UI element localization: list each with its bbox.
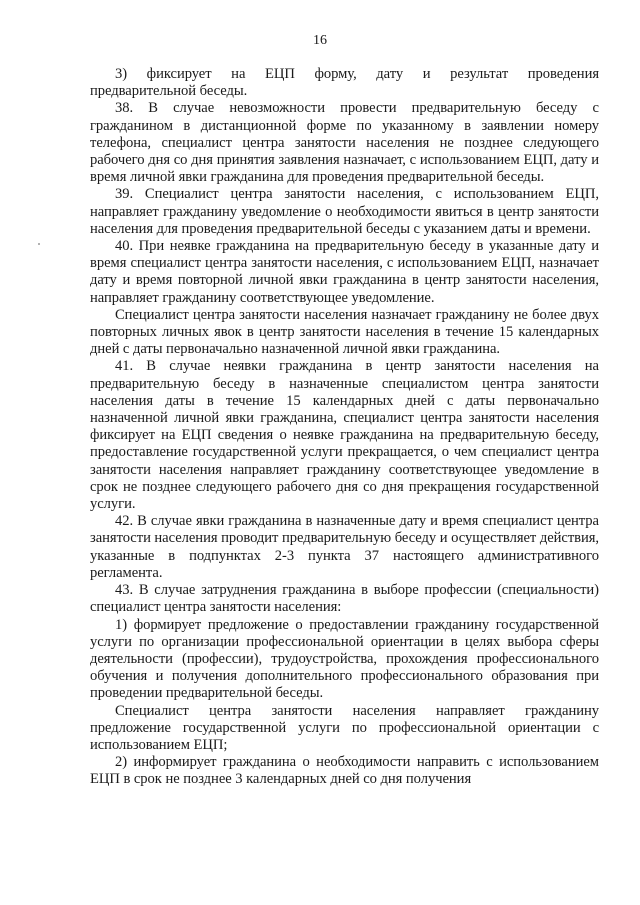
paragraph-38: 38. В случае невозможности провести предварительную беседу с гражданином в дистанционной форме по указанному в заявлении номеру телефона, специалист центра занятости населения не позднее следующего рабочего дня со дня принятия заявления назначает, с использованием ЕЦП, дату и время личной явки гражданина для проведения предварительной беседы. xyxy=(90,100,599,186)
paragraph-39: 39. Специалист центра занятости населения, с использованием ЕЦП, направляет гражданину уведомление о необходимости явиться в центр занятости населения для проведения предварительной беседы с указанием даты и времени. xyxy=(90,186,599,237)
paragraph-42: 42. В случае явки гражданина в назначенные дату и время специалист центра занятости населения проводит предварительную беседу и осуществляет действия, указанные в подпунктах 2-3 пункта 37 настоящего административного регламента. xyxy=(90,513,600,581)
paragraph-43-item-1-continuation: Специалист центра занятости населения направляет гражданину предложение государственной услуги по профессиональной ориентации с использованием ЕЦП; xyxy=(90,702,599,753)
paragraph-41: 41. В случае неявки гражданина в центр занятости населения на предварительную беседу в назначенные специалистом центра занятости населения даты в течение 15 календарных дней с даты первоначально назначенной личной явки гражданина, специалист центра занятости населения фиксирует на ЕЦП сведения о неявке гражданина на предварительную беседу, предоставление государственной услуги прекращается, о чем специалист центра занятости населения направляет гражданину соответствующее уведомление в срок не позднее следующего рабочего дня со дня прекращения государственной услуги. xyxy=(90,358,599,513)
paragraph-43: 43. В случае затруднения гражданина в выборе профессии (специальности) специалист центра занятости населения: xyxy=(90,582,599,616)
paragraph-43-item-1: 1) формирует предложение о предоставлении гражданину государственной услуги по организации профессиональной ориентации в целях выбора сферы деятельности (профессии), трудоустройства, прохождения профессионального обучения и получения дополнительного профессионального образования при проведении предварительной беседы. xyxy=(90,616,599,702)
document-body xyxy=(90,66,599,789)
paragraph-43-item-2: 2) информирует гражданина о необходимости направить с использованием ЕЦП в срок не позднее 3 календарных дней со дня получения xyxy=(90,754,599,788)
paragraph-40: 40. При неявке гражданина на предварительную беседу в указанные дату и время специалист центра занятости населения, с использованием ЕЦП, назначает дату и время повторной личной явки гражданина в центр занятости населения, направляет гражданину соответствующее уведомление. xyxy=(90,238,599,306)
page-number: 16 xyxy=(313,33,327,48)
paragraph-item-3: 3) фиксирует на ЕЦП форму, дату и результат проведения предварительной беседы. xyxy=(90,66,599,100)
margin-mark xyxy=(38,243,40,245)
paragraph-40-continuation: Специалист центра занятости населения назначает гражданину не более двух повторных личных явок в центр занятости населения в течение 15 календарных дней с даты первоначально назначенной личной явки гражданина. xyxy=(90,306,599,358)
